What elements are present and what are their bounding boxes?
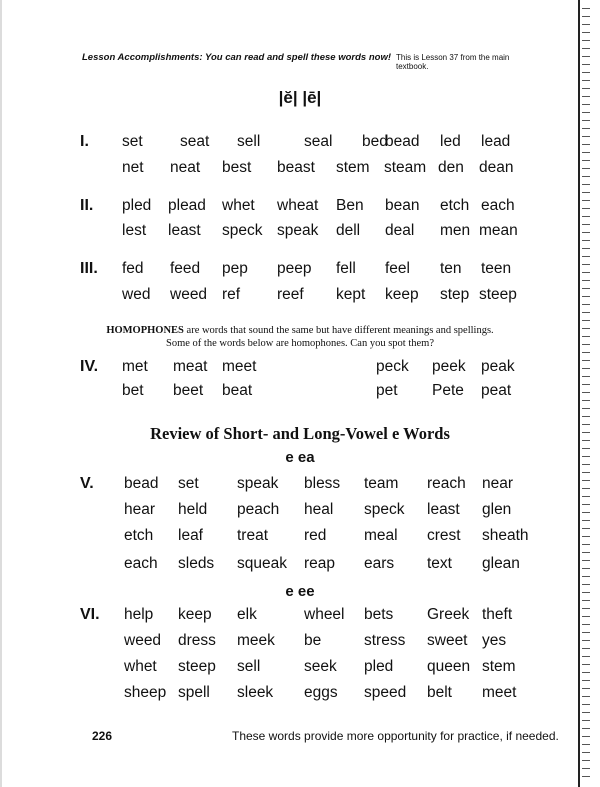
word: peep (277, 260, 312, 277)
word: etch (440, 197, 470, 214)
word: mean (479, 222, 518, 239)
homophones-term: HOMOPHONES (106, 325, 184, 336)
word: bean (385, 197, 420, 214)
word: eggs (304, 684, 338, 701)
word: bead (385, 133, 420, 150)
word: each (124, 555, 158, 572)
word: set (122, 133, 143, 150)
word: den (438, 159, 464, 176)
word: whet (124, 658, 157, 675)
word: sheep (124, 684, 167, 701)
word: neat (170, 159, 201, 176)
word: speak (237, 475, 279, 492)
word: weed (124, 632, 162, 649)
word: sleek (237, 684, 274, 701)
word: net (122, 159, 144, 176)
word: ten (440, 260, 462, 277)
word: steep (178, 658, 216, 675)
word: beast (277, 159, 315, 176)
word: stem (336, 159, 370, 176)
word: least (427, 501, 460, 518)
footer-note: These words provide more opportunity for practice, if needed. (232, 729, 559, 743)
word: meet (222, 358, 257, 375)
word: steep (479, 286, 517, 303)
word: dell (336, 222, 361, 239)
word: meek (237, 632, 275, 649)
word: feed (170, 260, 201, 277)
word: near (482, 475, 514, 492)
word: glen (482, 501, 512, 518)
word: spell (178, 684, 210, 701)
page-edge (0, 0, 2, 787)
word: held (178, 501, 208, 518)
word: yes (482, 632, 507, 649)
word: weed (170, 286, 208, 303)
word: beat (222, 382, 253, 399)
word: peat (481, 382, 512, 399)
word: speak (277, 222, 319, 239)
word: reach (427, 475, 466, 492)
word: steam (384, 159, 427, 176)
word: wed (122, 286, 151, 303)
homophones-prompt: Some of the words below are homophones. Can you spot them? (166, 338, 434, 349)
word: sell (237, 658, 261, 675)
word: hear (124, 501, 156, 518)
word: pled (364, 658, 394, 675)
word: treat (237, 527, 269, 544)
section-numeral-vi: VI. (80, 606, 100, 623)
lesson-accomplishments: Lesson Accomplishments: You can read and spell these words now! (82, 52, 391, 63)
word: fell (336, 260, 356, 277)
word: stem (482, 658, 516, 675)
homophones-definition: are words that sound the same but have different meanings and spellings. (183, 325, 494, 336)
word: glean (482, 555, 520, 572)
word: etch (124, 527, 154, 544)
word: lead (481, 133, 511, 150)
lesson-header (82, 52, 530, 71)
word: whet (222, 197, 255, 214)
word: peek (432, 358, 466, 375)
word: peak (481, 358, 515, 375)
word: reef (277, 286, 304, 303)
word: bet (122, 382, 144, 399)
word: seal (304, 133, 333, 150)
word: team (364, 475, 399, 492)
word: best (222, 159, 252, 176)
word: teen (481, 260, 512, 277)
word: stress (364, 632, 406, 649)
word: Greek (427, 606, 470, 623)
word: each (481, 197, 515, 214)
word: pled (122, 197, 152, 214)
word: ref (222, 286, 241, 303)
word: meat (173, 358, 208, 375)
word: heal (304, 501, 334, 518)
sub-heading-e-ea: e ea (285, 449, 315, 466)
section-numeral-i: I. (80, 133, 89, 150)
word: lest (122, 222, 147, 239)
word: be (304, 632, 322, 649)
word: peach (237, 501, 280, 518)
section-numeral-iv: IV. (80, 358, 99, 375)
word: speck (364, 501, 405, 518)
word: step (440, 286, 470, 303)
word: red (304, 527, 327, 544)
word: meet (482, 684, 517, 701)
word: pep (222, 260, 248, 277)
word: squeak (237, 555, 287, 572)
binding-spine (578, 0, 580, 787)
word: kept (336, 286, 366, 303)
word: speed (364, 684, 407, 701)
word: dress (178, 632, 216, 649)
word: theft (482, 606, 513, 623)
word: text (427, 555, 452, 572)
word: deal (385, 222, 415, 239)
word: queen (427, 658, 471, 675)
page-number: 226 (92, 729, 113, 743)
word: sell (237, 133, 261, 150)
word: keep (178, 606, 212, 623)
word: set (178, 475, 199, 492)
sound-heading: |ĕ| |ē| (278, 88, 322, 107)
word: bead (124, 475, 159, 492)
word: peck (376, 358, 409, 375)
word: dean (479, 159, 514, 176)
word: wheel (304, 606, 345, 623)
word: ears (364, 555, 395, 572)
word: met (122, 358, 148, 375)
binding-ticks (582, 8, 590, 779)
word: help (124, 606, 154, 623)
section-numeral-ii: II. (80, 197, 94, 214)
word: Pete (432, 382, 464, 399)
word: plead (168, 197, 206, 214)
word: least (168, 222, 201, 239)
word: seek (304, 658, 337, 675)
word: speck (222, 222, 263, 239)
word: bed (362, 133, 388, 150)
word: Ben (336, 197, 364, 214)
lesson-source-note: This is Lesson 37 from the main textbook. (396, 53, 510, 71)
word: reap (304, 555, 336, 572)
word: beet (173, 382, 204, 399)
word: sheath (482, 527, 529, 544)
homophones-note (0, 324, 600, 350)
word: bless (304, 475, 341, 492)
word: belt (427, 684, 452, 701)
word: seat (180, 133, 210, 150)
word: elk (237, 606, 257, 623)
word: fed (122, 260, 144, 277)
section-numeral-v: V. (80, 475, 94, 492)
word: sweet (427, 632, 468, 649)
word: feel (385, 260, 410, 277)
word: keep (385, 286, 419, 303)
word: meal (364, 527, 398, 544)
word: men (440, 222, 471, 239)
word: sleds (178, 555, 215, 572)
word: crest (427, 527, 461, 544)
word: led (440, 133, 461, 150)
word: wheat (277, 197, 319, 214)
word: pet (376, 382, 398, 399)
word: bets (364, 606, 394, 623)
review-heading: Review of Short- and Long-Vowel e Words (150, 424, 450, 443)
section-numeral-iii: III. (80, 260, 98, 277)
word: leaf (178, 527, 203, 544)
sub-heading-e-ee: e ee (285, 583, 315, 600)
